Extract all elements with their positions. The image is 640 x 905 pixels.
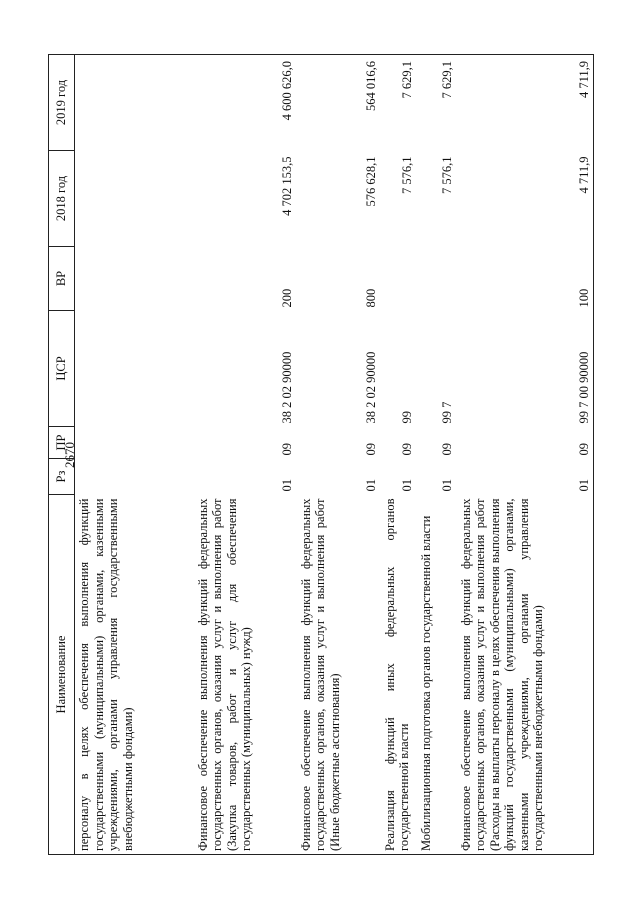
rotated-page-content — [48, 55, 592, 855]
row-2019: 4 600 626,0 — [194, 55, 297, 151]
header-csr: ЦСР — [49, 311, 75, 427]
table-header-row — [49, 55, 75, 855]
row-vr: 800 — [364, 288, 378, 308]
row-rz — [75, 459, 194, 495]
row-2019 — [75, 55, 194, 151]
row-pr — [75, 427, 194, 459]
table-row — [457, 55, 594, 855]
table-row — [381, 55, 417, 855]
row-2018: 7 576,1 — [440, 156, 454, 194]
row-2018: 4 711,9 — [457, 151, 594, 247]
table-row — [297, 55, 381, 855]
row-rz: 01 — [364, 479, 378, 492]
row-2019: 4 711,9 — [457, 55, 594, 151]
row-name: Финансовое обеспечение выполнения функций федеральных государственных органов, оказания услуг и выполнения работ (Закупка товаров, работ и услуг для обеспечения государственных (муниципальных) нужд) — [194, 495, 297, 855]
table-row — [75, 55, 194, 855]
row-csr: 99 7 00 90000 — [457, 311, 594, 427]
header-2018: 2018 год — [49, 151, 75, 247]
row-rz: 01 — [457, 459, 594, 495]
row-vr — [417, 247, 457, 311]
row-name: Финансовое обеспечение выполнения функций федеральных государственных органов, оказания услуг и выполнения работ (Иные бюджетные ассигнования) — [297, 495, 381, 855]
row-2019: 564 016,6 — [297, 55, 381, 151]
row-csr: 99 7 — [440, 401, 454, 424]
row-csr: 38 2 02 90000 — [280, 351, 294, 424]
row-2018: 4 702 153,5 — [280, 156, 294, 216]
row-name: Мобилизационная подготовка органов государственной власти — [417, 495, 457, 855]
row-name: Реализация функций иных федеральных органов государственной власти — [381, 495, 417, 855]
row-vr — [381, 247, 417, 311]
row-vr: 100 — [457, 247, 594, 311]
row-2019: 7 629,1 — [381, 55, 417, 151]
page-number: 2670 — [62, 442, 77, 468]
row-2019: 7 629,1 — [417, 55, 457, 151]
row-pr: 09 — [280, 443, 294, 456]
header-rz: Рз — [49, 459, 75, 495]
row-rz: 01 — [440, 479, 454, 492]
row-2018: 576 628,1 — [364, 156, 378, 207]
header-vr: ВР — [49, 247, 75, 311]
table-row — [417, 55, 457, 855]
header-name: Наименование — [49, 495, 75, 855]
table-row — [194, 55, 297, 855]
budget-table — [48, 54, 594, 855]
row-pr: 09 — [400, 443, 414, 456]
row-rz: 01 — [280, 479, 294, 492]
row-pr: 09 — [364, 443, 378, 456]
row-pr: 09 — [440, 443, 454, 456]
row-vr: 200 — [280, 288, 294, 308]
row-pr: 09 — [457, 427, 594, 459]
row-csr: 38 2 02 90000 — [364, 351, 378, 424]
header-2019: 2019 год — [49, 55, 75, 151]
row-vr — [75, 247, 194, 311]
row-2018 — [75, 151, 194, 247]
header-pr: ПР — [49, 427, 75, 459]
row-name: Финансовое обеспечение выполнения функций федеральных государственных органов, оказания услуг и выполнения работ (Расходы на выплаты персоналу в целях обеспечения выполнения функций государственными (муниципальными) органами, казенными учреждениями, органами управления государственными внебюджетными фондами) — [457, 495, 594, 855]
row-csr — [75, 311, 194, 427]
row-rz: 01 — [400, 479, 414, 492]
row-2018: 7 576,1 — [400, 156, 414, 194]
row-csr: 99 — [400, 411, 414, 424]
row-name: персоналу в целях обеспечения выполнения функций государственными (муниципальными) органами, казенными учреждениями, органами управления государственными внебюджетными фондами) — [75, 495, 194, 855]
